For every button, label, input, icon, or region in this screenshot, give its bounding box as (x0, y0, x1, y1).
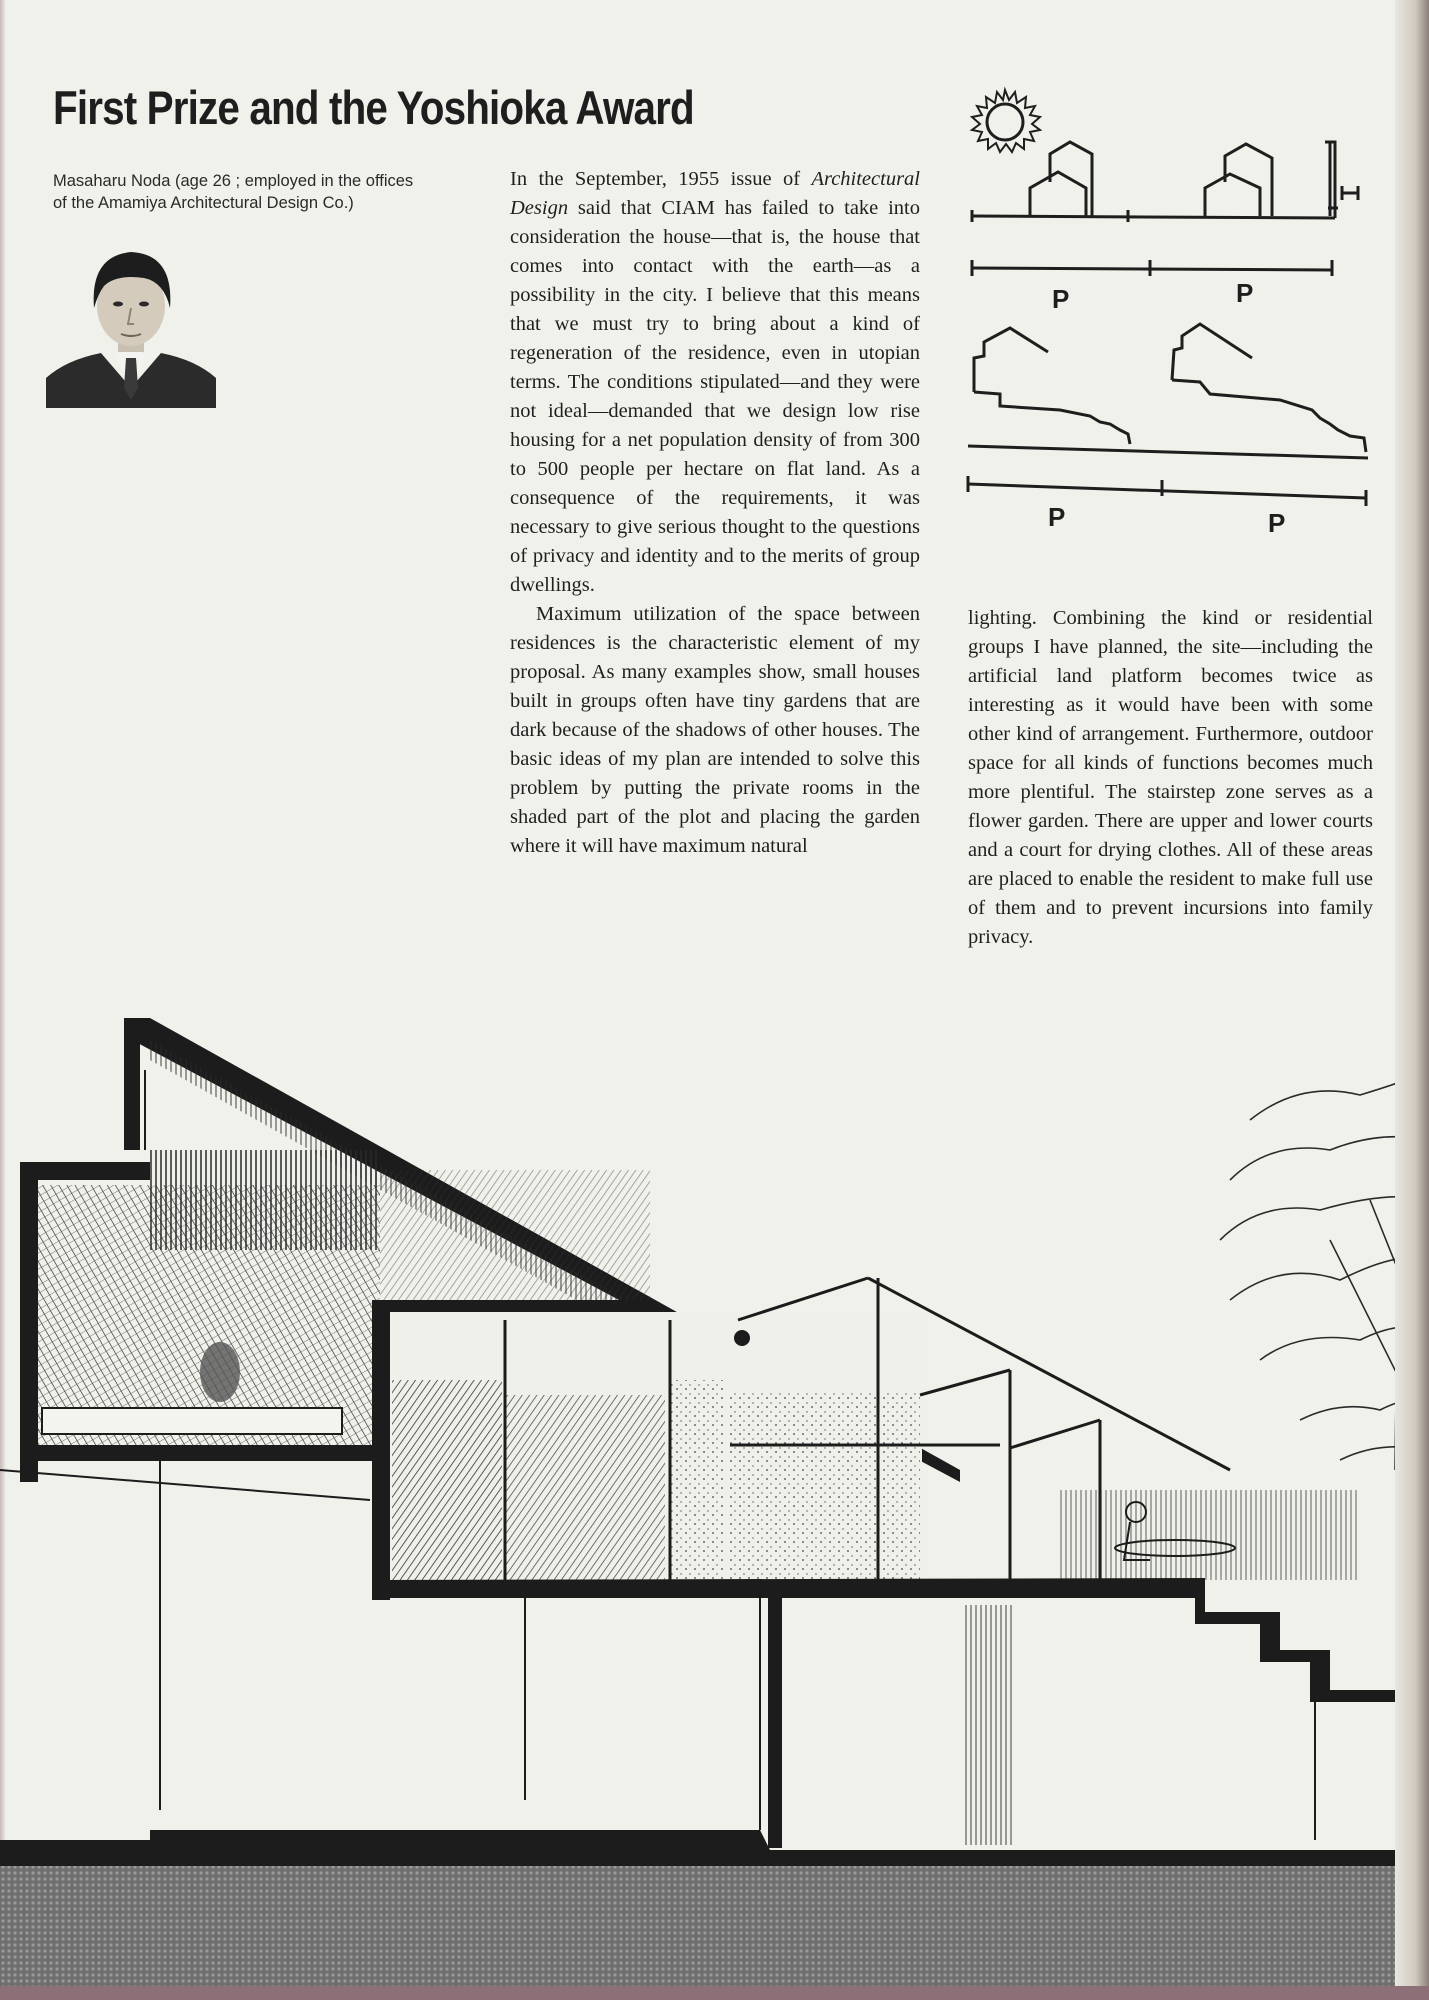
publication-title: Architectural Design (510, 168, 920, 219)
floor-slab (372, 1578, 1429, 1702)
page-spine-shadow (1395, 0, 1429, 2000)
author-details-line2: of the Amamiya Architectural Design Co.) (53, 194, 354, 212)
author-details-line1: (age 26 ; employed in the offices (175, 172, 414, 190)
diagram-label-lower-right: P (1268, 508, 1286, 538)
author-name: Masaharu Noda (53, 172, 171, 190)
diagram-label-upper-right: P (1236, 278, 1254, 308)
paragraph-3: lighting. Combining the kind or residential groups I have planned, the site—including the artificial land platform becomes twice as interesting as it would have been with some other kind of arrangement. Furthermore, outdoor space for all kinds of functions becomes much more plentiful. The stairstep zone serves as a flower garden. There are upper and lower courts and a court for drying clothes. All of these areas are placed to enable the resident to make full use of them and to prevent incursions into family privacy. (968, 607, 1373, 948)
sun-shadow-diagram (960, 80, 1380, 540)
upper-storage (380, 1170, 650, 1310)
diagram-label-upper-left: P (1052, 284, 1070, 314)
ground-hatch (0, 1866, 1429, 1986)
terrace (1060, 1490, 1360, 1580)
house-section-drawing (0, 1000, 1429, 2000)
author-portrait (46, 238, 216, 408)
page-bottom-edge (0, 1986, 1429, 2000)
page-title: First Prize and the Yoshioka Award (53, 81, 694, 134)
text-column-2 (968, 604, 1373, 952)
sun-icon (987, 104, 1023, 140)
author-byline (53, 170, 473, 214)
ground-slab (0, 1830, 1429, 1866)
text-column-1 (510, 165, 920, 861)
paragraph-2: Maximum utilization of the space between residences is the characteristic element of my proposal. As many examples show, small houses built in groups often have tiny gardens that are dark because of the shadows of other houses. The basic ideas of my plan are intended to solve this problem by putting the private rooms in the shaded part of the plot and placing the garden where it will have maximum natural (510, 603, 920, 857)
diagram-label-lower-left: P (1048, 502, 1066, 532)
paragraph-1: In the September, 1955 issue of Architectural Design said that CIAM has failed to take into consideration the house—that is, the house that comes into contact with the earth—as a possibility in the city. I believe that this means that we must try to bring about a kind of regeneration of the residence, even in utopian terms. The conditions stipulated—and they were not ideal—demanded that we design low rise housing for a net population density of from 300 to 500 people per hectare on flat land. As a consequence of the requirements, it was necessary to give serious thought to the questions of privacy and identity and to the merits of group dwellings. (510, 168, 920, 596)
